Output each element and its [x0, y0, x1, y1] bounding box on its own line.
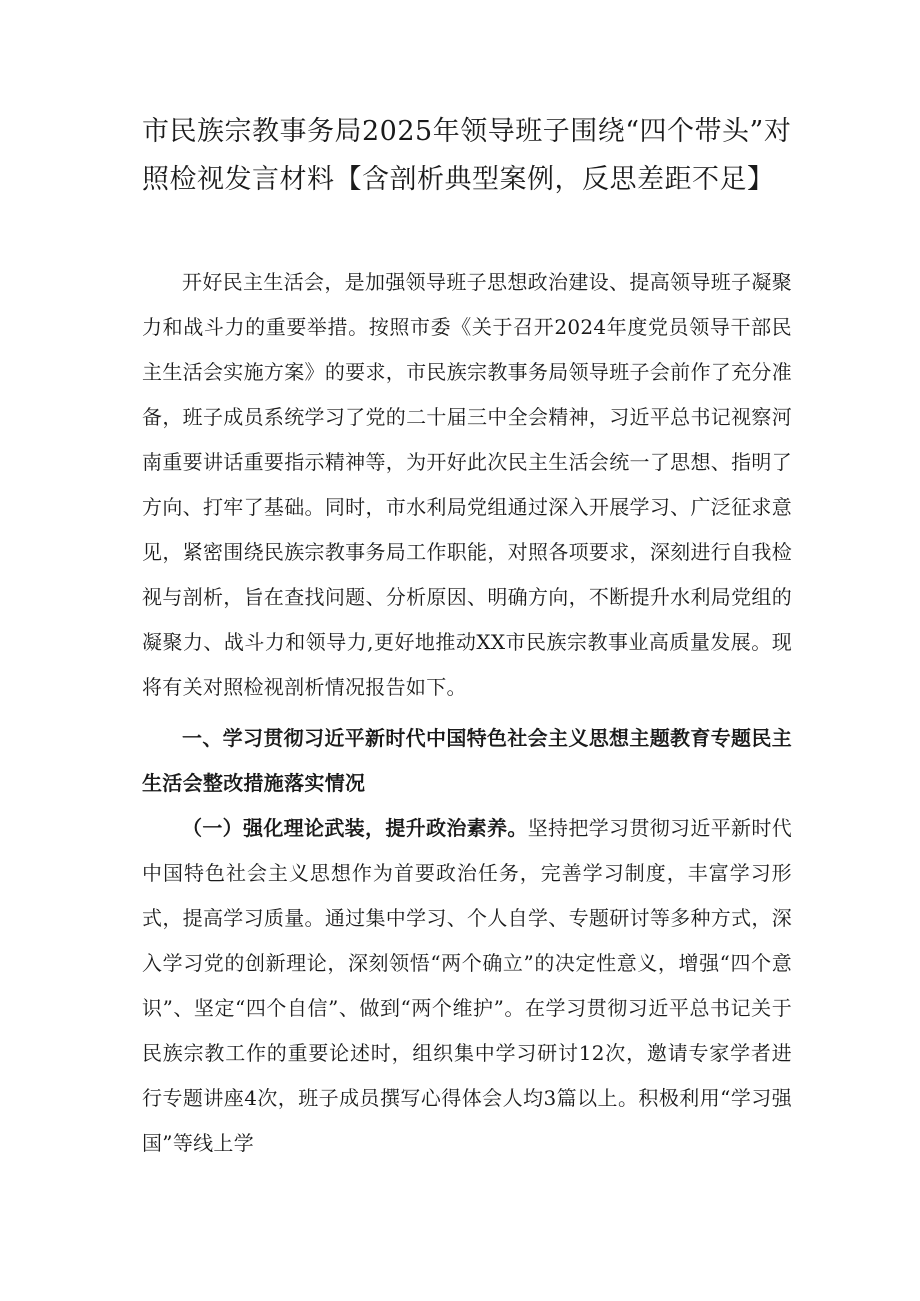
- subsection-lead-1: （一）强化理论武装，提升政治素养。: [182, 816, 528, 840]
- subsection-paragraph-1: [142, 806, 792, 1166]
- document-body: [142, 260, 792, 1166]
- subsection-text-1: 坚持把学习贯彻习近平新时代中国特色社会主义思想作为首要政治任务，完善学习制度，丰富学习形式，提高学习质量。通过集中学习、个人自学、专题研讨等多种方式，深入学习党的创新理论，深刻领悟“两个确立”的决定性意义，增强“四个意识”、坚定“四个自信”、做到“两个维护”。在学习贯彻习近平总书记关于民族宗教工作的重要论述时，组织集中学习研讨12次，邀请专家学者进行专题讲座4次，班子成员撰写心得体会人均3篇以上。积极利用“学习强国”等线上学: [142, 816, 792, 1155]
- intro-paragraph: 开好民主生活会，是加强领导班子思想政治建设、提高领导班子凝聚力和战斗力的重要举措。按照市委《关于召开2024年度党员领导干部民主生活会实施方案》的要求，市民族宗教事务局领导班子会前作了充分准备，班子成员系统学习了党的二十届三中全会精神，习近平总书记视察河南重要讲话重要指示精神等，为开好此次民主生活会统一了思想、指明了方向、打牢了基础。同时，市水利局党组通过深入开展学习、广泛征求意见，紧密围绕民族宗教事务局工作职能，对照各项要求，深刻进行自我检视与剖析，旨在查找问题、分析原因、明确方向，不断提升水利局党组的凝聚力、战斗力和领导力,更好地推动XX市民族宗教事业高质量发展。现将有关对照检视剖析情况报告如下。: [142, 270, 792, 699]
- section-heading-1: 一、学习贯彻习近平新时代中国特色社会主义思想主题教育专题民主生活会整改措施落实情况: [142, 726, 792, 795]
- document-title: 市民族宗教事务局2025年领导班子围绕“四个带头”对照检视发言材料【含剖析典型案例，反思差距不足】: [142, 116, 792, 195]
